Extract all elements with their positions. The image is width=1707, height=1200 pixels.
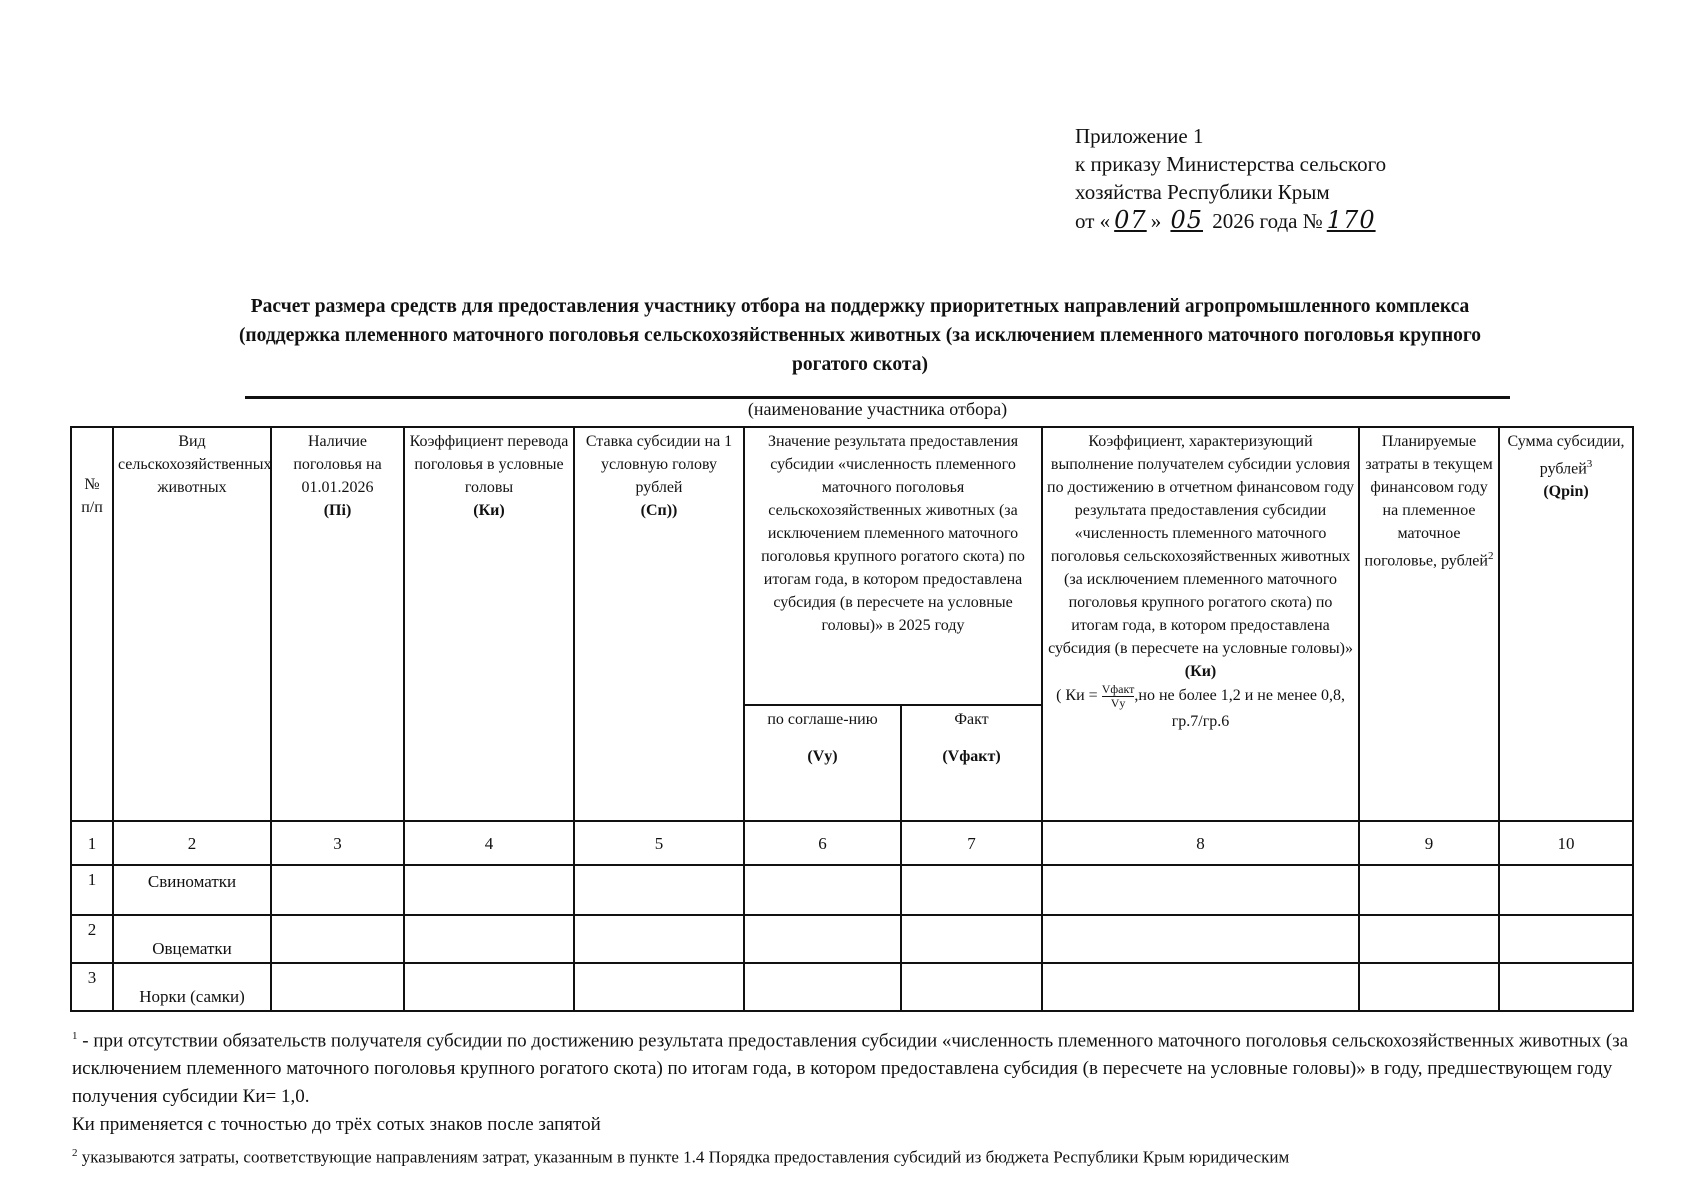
header-col-planned-costs: Планируемые затраты в текущем финансовом году на племенное маточное поголовье, рублей$^2$ — [1359, 427, 1499, 821]
appendix-line3: хозяйства Республики Крым — [1075, 180, 1330, 204]
calculation-table — [70, 426, 1634, 1012]
handwritten-day: 07 — [1114, 206, 1147, 234]
table-row: 3 Норки (самки) — [71, 963, 1633, 1011]
handwritten-month: 05 — [1170, 206, 1203, 234]
header-col-fact: Факт (Vфакт) — [901, 705, 1042, 821]
header-col-fulfillment-coefficient: Коэффициент, характеризующий выполнение получателем субсидии условия по достижению в отчетном финансовом году результата предоставления субсидии «численность племенного маточного поголовья сельскохозяйственных животных (за исключением племенного маточного поголовья крупного рогатого скота) по итогам года, в котором предоставлена субсидия (в пересчете на условные головы)» (Ки) ( Ки = Vфакт Vу ,но не более 1,2 и не менее 0,8, гр.7/гр.6 — [1042, 427, 1359, 821]
table-row: 1 Свиноматки — [71, 865, 1633, 915]
header-col-subsidy-sum: Сумма субсидии, рублей$^3$ (Qpin) — [1499, 427, 1633, 821]
header-col-number: № п/п — [71, 427, 113, 821]
participant-caption: (наименование участника отбора) — [747, 399, 1008, 419]
document-title: Расчет размера средств для предоставления участнику отбора на поддержку приоритетных направлений агропромышленного комплекса (поддержка племенного маточного поголовья сельскохозяйственных животных (за исключением племенного маточного поголовья крупного рогатого скота) — [238, 296, 1482, 375]
handwritten-number: 170 — [1326, 206, 1376, 234]
appendix-line2: к приказу Министерства сельского — [1075, 152, 1387, 176]
header-col-coefficient: Коэффициент перевода поголовья в условные головы (Ки) — [404, 427, 574, 821]
footnotes — [72, 1022, 1682, 1172]
table-row: 2 Овцематки — [71, 915, 1633, 963]
column-numbers-row: 1 2 3 4 5 6 7 8 9 10 — [71, 821, 1633, 865]
header-row-1 — [71, 427, 1633, 705]
header-col-animal-type: Вид сельскохозяйственных животных — [113, 427, 271, 821]
footnote-2: $^2$ указываются затраты, соответствующие направлениям затрат, указанным в пункте 1.4 Порядка предоставления субсидий из бюджета Республики Крым юридическим — [72, 1147, 1290, 1167]
header-col-headcount: Наличие поголовья на 01.01.2026 (Пi) — [271, 427, 404, 821]
appendix-header — [1075, 122, 1386, 235]
footnote-1: $^1$ - при отсутствии обязательств получателя субсидии по достижению результата предоставления субсидии «численность племенного маточного поголовья сельскохозяйственных животных (за исключением племенного маточного поголовья крупного рогатого скота) по итогам года, в котором предоставлена субсидия (в пересчете на условные головы)» в году, предшествующем году получения субсидии Ки= 1,0. — [72, 1030, 1629, 1108]
coefficient-formula: ( Ки = Vфакт Vу ,но не более 1,2 и не менее 0,8, гр.7/гр.6 — [1056, 682, 1345, 730]
header-col-rate: Ставка субсидии на 1 условную голову рублей (Сп)) — [574, 427, 744, 821]
header-col-agreement: по соглаше-нию (Vу) — [744, 705, 901, 821]
appendix-date: от « 07 » 05 2026 года № 170 — [1075, 206, 1386, 235]
appendix-line1: Приложение 1 — [1075, 124, 1204, 148]
header-col-result-value: Значение результата предоставления субсидии «численность племенного маточного поголовья сельскохозяйственных животных (за исключением племенного маточного поголовья крупного рогатого скота) по итогам года, в котором предоставлена субсидия (в пересчете на условные головы)» в 2025 году — [744, 427, 1042, 705]
footnote-1-precision: Ки применяется с точностью до трёх сотых знаков после запятой — [72, 1114, 601, 1136]
